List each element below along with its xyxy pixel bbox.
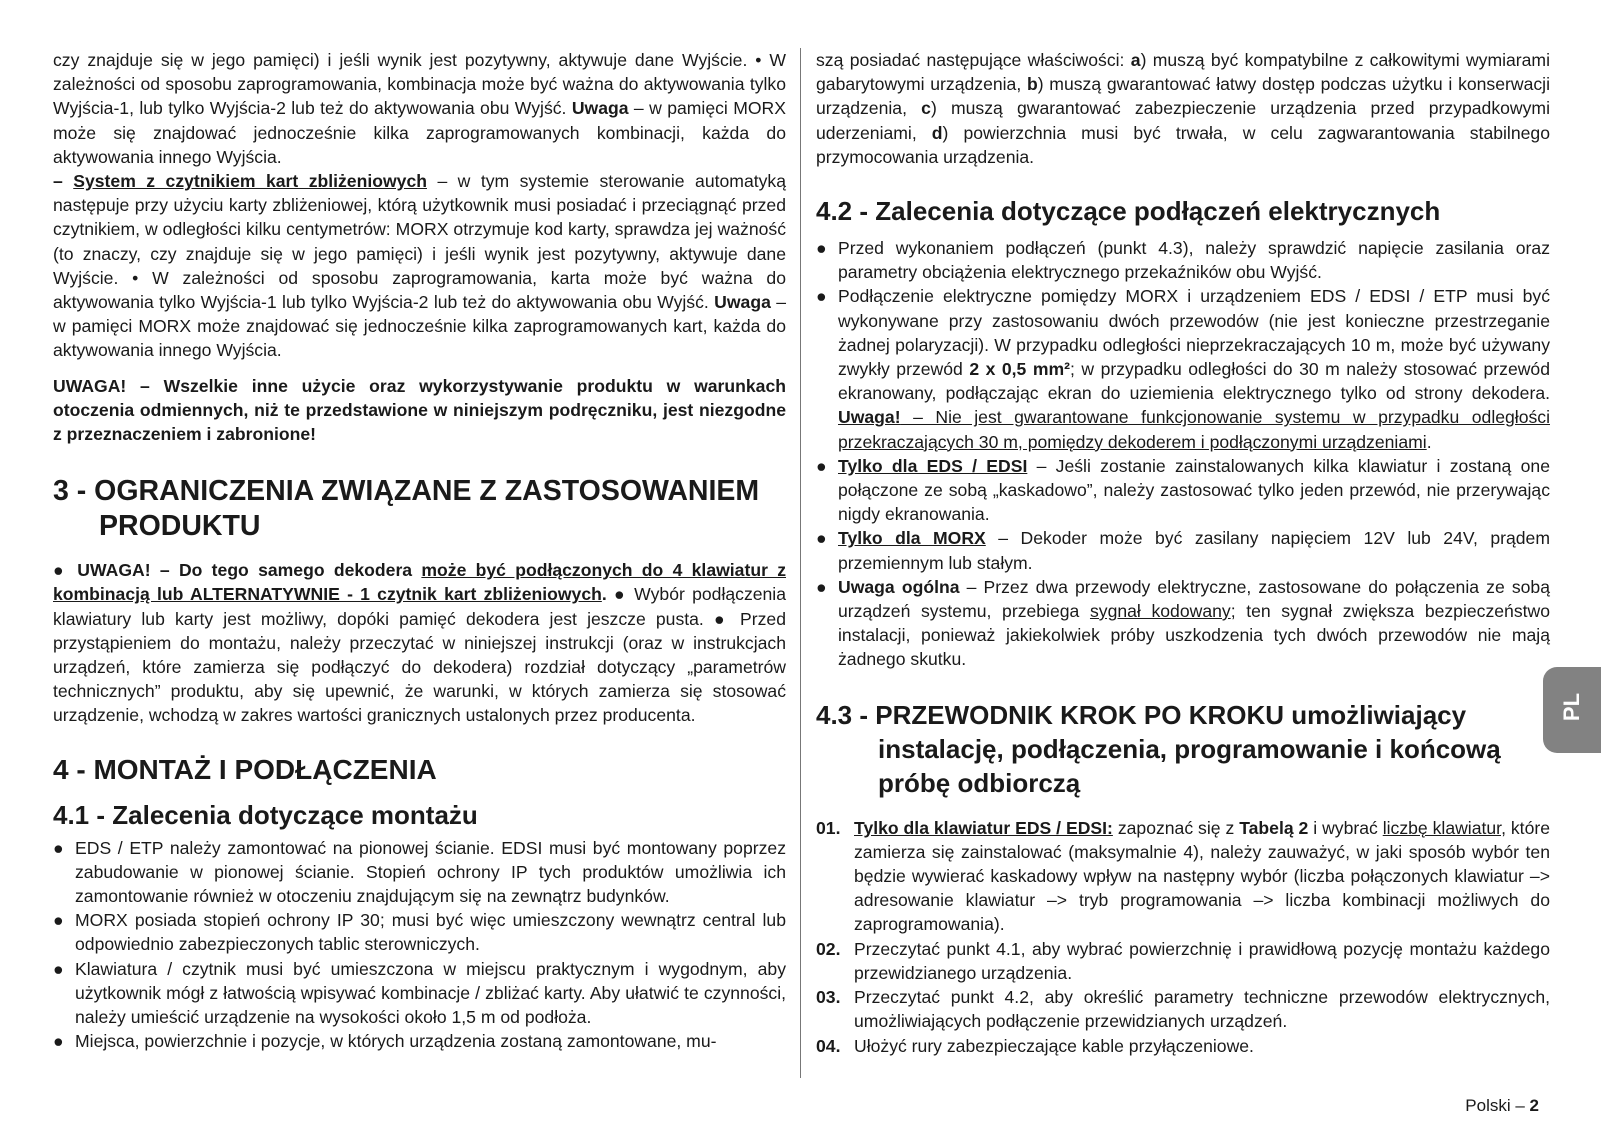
paragraph: szą posiadać następujące właściwości: a) muszą być kompatybilne z całkowitymi wymiarami gabarytowymi urządzenia, b) muszą gwarantować łatwy dostęp podczas użytku i konserwacji urządzenia, c) muszą gwarantować zabezpieczenie urządzenia przed przypadkowymi uderzeniami, d) powierzchnia musi być trwała, w celu zagwarantowania stabilnego przymocowania urządzenia. bbox=[816, 50, 1551, 167]
warning-text: UWAGA! – Wszelkie inne użycie oraz wykorzystywanie produktu w warunkach otoczenia odmiennych, niż te przedstawione w niniejszym podręczniku, jest niezgodne z przeznaczeniem i zabronione! bbox=[53, 375, 786, 445]
right-column bbox=[816, 48, 1550, 1058]
bullet-icon: ● bbox=[816, 238, 827, 259]
bullet-icon: ● bbox=[53, 910, 64, 931]
bullet-icon: ● bbox=[816, 576, 827, 597]
bullet-icon: ● bbox=[816, 286, 827, 307]
bullet-icon: ● bbox=[816, 528, 827, 549]
section-4-3-heading: 4.3 - PRZEWODNIK KROK PO KROKU umożliwiający instalację, podłączenia, programowanie i końcową próbę odbiorczą bbox=[816, 699, 1501, 798]
column-divider bbox=[800, 48, 801, 1078]
section-3-heading: 3 - OGRANICZENIA ZWIĄZANE Z ZASTOSOWANIEM PRODUKTU bbox=[53, 475, 760, 543]
list-item: ● Tylko dla EDS / EDSI – Jeśli zostanie zainstalowanych kilka klawiatur i zostaną one połączone ze sobą „kaskadowo”, należy zastosować tylko jeden przewód, nie przerywając nigdy ekranowania. bbox=[816, 455, 1550, 525]
paragraph: – System z czytnikiem kart zbliżeniowych – w tym systemie sterowanie automatyką następuje przy użyciu karty zbliżeniowej, którą użytkownik musi posiadać i przeciągnąć przed czytnikiem, w odległości kilku centymetrów: MORX otrzymuje kod karty, sprawdza jej ważność (to znaczy, czy znajduje się w jego pamięci) i jeśli wynik jest pozytywny, aktywuje dane Wyjście. • W zależności od sposobu zaprogramowania, karta może być ważna do aktywowania tylko Wyjścia-1 lub tylko Wyjścia-2 lub też do aktywowania obu Wyjść. Uwaga – w pamięci MORX może znajdować się jednocześnie kilka zaprogramowanych kart, każda do aktywowania innego Wyjścia. bbox=[53, 171, 786, 361]
list-item: ● Podłączenie elektryczne pomiędzy MORX i urządzeniem EDS / EDSI / ETP musi być wykonywane przy zastosowaniu dwóch przewodów (nie jest konieczne przestrzeganie żadnej polaryzacji). W przypadku odległości nieprzekraczających 10 m, może być używany zwykły przewód 2 x 0,5 mm²; w przypadku odległości do 30 m należy stosować przewód ekranowany, podłączając ekran do uziemienia elektrycznego tylko od strony dekodera. Uwaga! – Nie jest gwarantowane funkcjonowanie systemu w przypadku odległości przekraczających 30 m, pomiędzy dekoderem i podłączonymi urządzeniami. bbox=[816, 286, 1551, 452]
list-item: ● Tylko dla MORX – Dekoder może być zasilany napięciem 12V lub 24V, prądem przemiennym lub stałym. bbox=[816, 528, 1550, 573]
page-number: 2 bbox=[1529, 1096, 1539, 1115]
list-item: ● Klawiatura / czytnik musi być umieszczona w miejscu praktycznym i wygodnym, aby użytkownik mógł z łatwością wpisywać kombinacje / zbliżać karty. Aby ułatwić te czynności, należy umieścić urządzenie na wysokości około 1,5 m od podłoża. bbox=[53, 958, 786, 1028]
list-item: ● Przed wykonaniem podłączeń (punkt 4.3), należy sprawdzić napięcie zasilania oraz parametry obciążenia elektrycznego przekaźników obu Wyjść. bbox=[816, 238, 1550, 283]
step-item: 03. Przeczytać punkt 4.2, aby określić parametry techniczne przewodów elektrycznych, umożliwiających podłączenie przewidzianych urządzeń. bbox=[816, 987, 1550, 1032]
step-item: 01. Tylko dla klawiatur EDS / EDSI: zapoznać się z Tabelą 2 i wybrać liczbę klawiatur, które zamierza się zainstalować (maksymalnie 4), należy zauważyć, w jaki sposób wybór ten będzie wywierać kaskadowy wpływ na następny wybór (liczba połączonych klawiatur –> adresowanie klawiatur –> tryb programowania –> liczba kombinacji możliwych do zaprogramowania). bbox=[816, 817, 1550, 935]
paragraph: czy znajduje się w jego pamięci) i jeśli wynik jest pozytywny, aktywuje dane Wyjście. • W zależności od sposobu zaprogramowania, kombinacja może być ważna do aktywowania tylko Wyjścia-1, lub tylko Wyjścia-2 lub też do aktywowania obu Wyjść. Uwaga – w pamięci MORX może się znajdować jednocześnie kilka zaprogramowanych kombinacji, każda do aktywowania innego Wyjścia. bbox=[53, 50, 786, 167]
step-item: 02. Przeczytać punkt 4.1, aby wybrać powierzchnię i prawidłową pozycję montażu każdego przewidzianego urządzenia. bbox=[816, 938, 1550, 983]
bullet-icon: ● bbox=[816, 455, 827, 476]
bullet-icon: ● bbox=[53, 1031, 64, 1052]
list-item: ● EDS / ETP należy zamontować na pionowej ścianie. EDSI musi być montowany poprzez zabudowanie w pionowej ścianie. Stopień ochrony IP tych produktów umożliwia ich zamontowanie również w otoczeniu znajdującym się na zewnątrz budynków. bbox=[53, 837, 786, 907]
bullet-icon: ● bbox=[53, 837, 64, 858]
section-4-heading: 4 - MONTAŻ I PODŁĄCZENIA bbox=[53, 753, 437, 785]
list-item: ● Miejsca, powierzchnie i pozycje, w których urządzenia zostaną zamontowane, mu- bbox=[53, 1029, 786, 1053]
list-item: ● MORX posiada stopień ochrony IP 30; musi być więc umieszczony wewnątrz central lub odpowiednio zabezpieczonych tablic sterowniczych. bbox=[53, 910, 786, 955]
page-footer: Polski – 2 bbox=[1465, 1096, 1539, 1115]
step-item: 04. Ułożyć rury zabezpieczające kable przyłączeniowe. bbox=[816, 1035, 1254, 1056]
section-3-paragraph: ● UWAGA! – Do tego samego dekodera może być podłączonych do 4 klawiatur z kombinacją lub ALTERNATYWNIE - 1 czytnik kart zbliżeniowych. ● Wybór podłączenia klawiatury lub karty jest możliwy, dopóki pamięć dekodera jest jeszcze pusta. ● Przed przystąpieniem do montażu, należy przeczytać w niniejszej instrukcji (oraz w instrukcjach urządzeń, które zamierza się podłączyć do dekodera) rozdział dotyczący „parametrów technicznych” produktu, aby się upewnić, że warunki, w których zamierza się stosować urządzenie, wchodzą w zakres wartości granicznych ustalonych przez producenta. bbox=[53, 560, 786, 726]
section-4-1-heading: 4.1 - Zalecenia dotyczące montażu bbox=[53, 799, 478, 830]
section-4-2-heading: 4.2 - Zalecenia dotyczące podłączeń elektrycznych bbox=[816, 196, 1441, 227]
left-column bbox=[53, 48, 786, 1054]
bullet-icon: ● bbox=[53, 958, 64, 979]
list-item: ● Uwaga ogólna – Przez dwa przewody elektryczne, zastosowane do połączenia ze sobą urządzeń systemu, przebiega sygnał kodowany; ten sygnał zwiększa bezpieczeństwo instalacji, ponieważ jakiekolwiek próby uszkodzenia tych dwóch przewodów nie mają żadnego skutku. bbox=[816, 576, 1550, 670]
language-tab: PL bbox=[1543, 667, 1601, 753]
